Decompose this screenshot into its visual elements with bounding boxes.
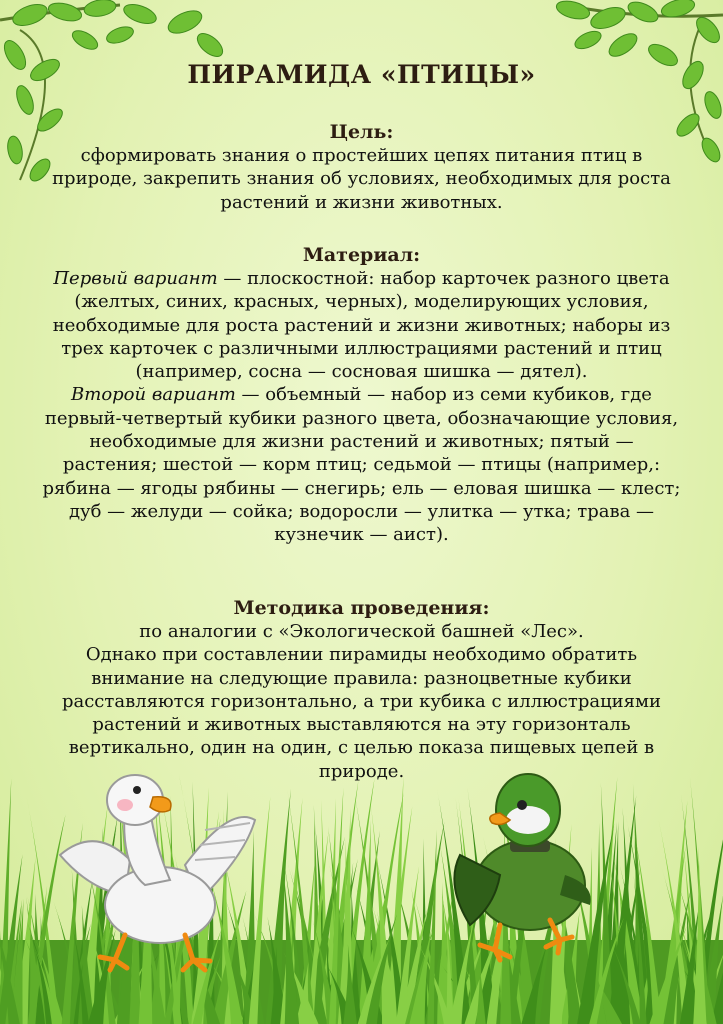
material-variant1 [40, 267, 683, 383]
duck-illustration [440, 765, 600, 965]
goal-section [40, 120, 683, 214]
goose-illustration [55, 765, 260, 975]
method-text: Однако при составлении пирамиды необходимо обратить внимание на следующие правила: разноцветные кубики расставляются горизонтально, а три кубика с иллюстрациями растений и животных выставляются на эту горизонталь вертикально, один на один, с целью показа пищевых цепей в природе. [61, 644, 662, 782]
variant1-label: Первый вариант [53, 268, 218, 289]
method-heading: Методика проведения: [233, 597, 490, 619]
material-variant2 [40, 383, 683, 546]
variant2-label: Второй вариант [71, 384, 236, 406]
variant1-text: — плоскостной: набор карточек разного цвета (желтых, синих, красных, черных), моделирующих условия, необходимые для роста растений и жизни животных; наборы из трех карточек с различными иллюстрациями растений и птиц (например, сосна — сосновая шишка — дятел). [52, 268, 671, 383]
goal-heading: Цель: [329, 121, 394, 143]
page-title: ПИРАМИДА «ПТИЦЫ» [187, 60, 536, 89]
variant2-text: — объемный — набор из семи кубиков, где первый-четвертый кубики разного цвета, обозначающие условия, необходимые для жизни растений и животных; пятый — растения; шестой — корм птиц; седьмой — птицы (например,: рябина — ягоды рябины — снегирь; ель — еловая шишка — клест; дуб — желуди — сойка; водоросли — улитка — утка; трава — кузнечик — аист). [42, 384, 681, 546]
material-section [40, 243, 683, 547]
goal-text: сформировать знания о простейших цепях питания птиц в природе, закрепить знания об условиях, необходимых для роста растений и жизни животных. [52, 145, 671, 213]
method-line1: по аналогии с «Экологической башней «Лес». [139, 621, 584, 642]
method-section [40, 596, 683, 783]
material-heading: Материал: [302, 244, 421, 266]
